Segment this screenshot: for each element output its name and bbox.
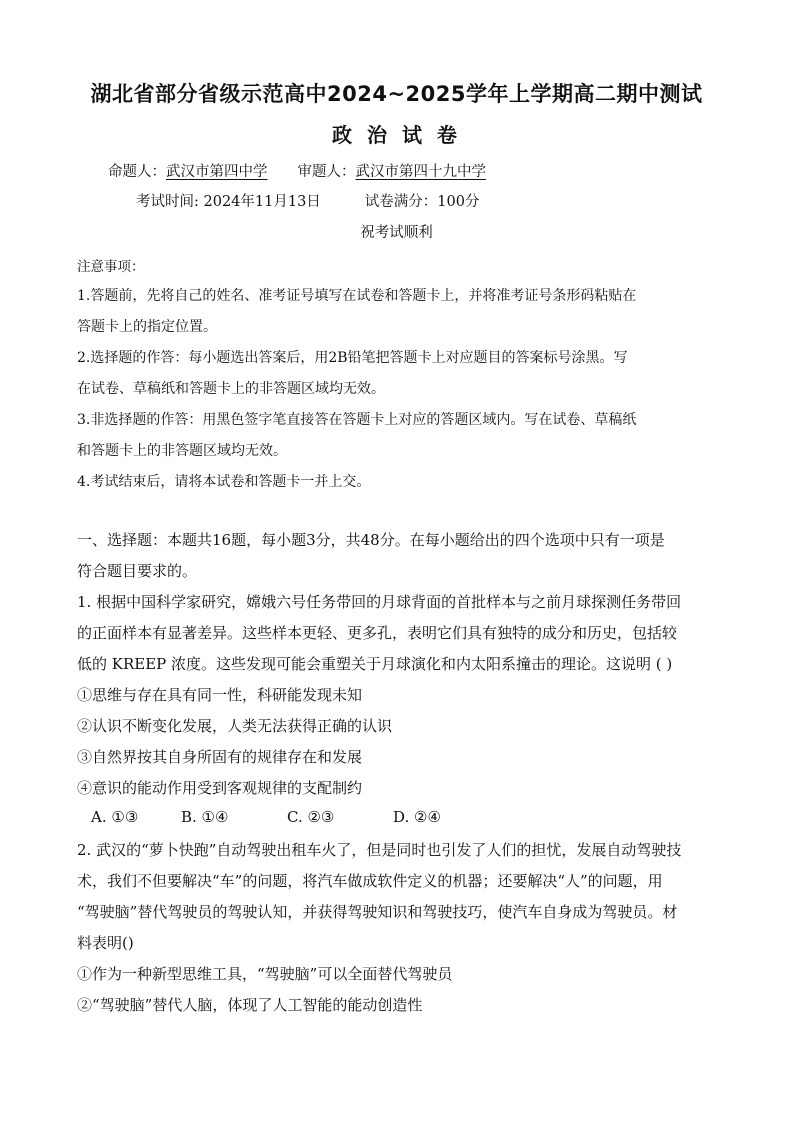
q1-stem-line: 的正面样本有显著差异。这些样本更轻、更多孔，表明它们具有独特的成分和历史，包括较 — [77, 624, 678, 642]
reviewer-name: 武汉市第四十九中学 — [355, 164, 486, 180]
author-name: 武汉市第四中学 — [166, 164, 268, 180]
subject-title: 政 治 试 卷 — [332, 123, 461, 147]
q2-stem-line: “驾驶脑”替代驾驶员的驾驶认知，并获得驾驶知识和驾驶技巧，使汽车自身成为驾驶员。材 — [77, 903, 678, 921]
q1-option-d[interactable]: D. ②④ — [393, 808, 441, 826]
notice-line: 3.非选择题的作答：用黑色签字笔直接答在答题卡上对应的答题区域内。写在试卷、草稿纸 — [77, 412, 637, 428]
q2-stem-line: 料表明() — [77, 934, 134, 952]
q1-option-a[interactable]: A. ①③ — [91, 808, 139, 826]
q1-options — [91, 808, 441, 826]
blessing-text: 祝考试顺利 — [360, 225, 433, 241]
q1-option-c[interactable]: C. ②③ — [287, 808, 335, 826]
q2-stem-line: 2. 武汉的“萝卜快跑”自动驾驶出租车火了，但是同时也引发了人们的担忧，发展自动驾驶技 — [77, 841, 682, 859]
reviewer-label: 审题人： — [297, 164, 356, 180]
notice-line: 4.考试结束后，请将本试卷和答题卡一并上交。 — [77, 474, 371, 490]
section-intro-line: 符合题目要求的。 — [77, 562, 198, 580]
q1-stem-line: 低的 KREEP 浓度。这些发现可能会重塑关于月球演化和内太阳系撞击的理论。这说明 ( ) — [77, 655, 673, 673]
q2-statement: ①作为一种新型思维工具，“驾驶脑”可以全面替代驾驶员 — [77, 965, 453, 983]
q1-statement: ④意识的能动作用受到客观规律的支配制约 — [77, 779, 363, 797]
notice-line: 2.选择题的作答：每小题选出答案后，用2B铅笔把答题卡上对应题目的答案标号涂黑。写 — [77, 350, 628, 366]
author-label: 命题人： — [108, 164, 166, 180]
notice-line: 答题卡上的指定位置。 — [77, 319, 217, 335]
q1-statement: ②认识不断变化发展，人类无法获得正确的认识 — [77, 717, 393, 735]
notice-line: 和答题卡上的非答题区域均无效。 — [77, 443, 287, 459]
exam-time: 考试时间: 2024年11月13日 — [136, 194, 321, 210]
q2-statement: ②“驾驶脑”替代人脑，体现了人工智能的能动创造性 — [77, 996, 423, 1014]
section-intro-line: 一、选择题：本题共16题，每小题3分，共48分。在每小题给出的四个选项中只有一项是 — [77, 531, 665, 549]
exam-title: 湖北省部分省级示范高中2024~2025学年上学期高二期中测试 — [90, 82, 703, 106]
author-line — [108, 160, 486, 181]
q2-stem-line: 术，我们不但要解决“车”的问题，将汽车做成软件定义的机器；还要解决“人”的问题，用 — [77, 872, 663, 890]
q1-stem-line: 1. 根据中国科学家研究，嫦娥六号任务带回的月球背面的首批样本与之前月球探测任务带回 — [77, 593, 682, 611]
q1-statement: ③自然界按其自身所固有的规律存在和发展 — [77, 748, 363, 766]
notice-line: 1.答题前，先将自己的姓名、准考证号填写在试卷和答题卡上，并将准考证号条形码粘贴在 — [77, 288, 637, 304]
q1-statement: ①思维与存在具有同一性，科研能发现未知 — [77, 686, 363, 704]
exam-info-line — [136, 190, 479, 211]
notice-heading: 注意事项： — [77, 259, 145, 275]
q1-option-b[interactable]: B. ①④ — [181, 808, 229, 826]
full-score: 试卷满分：100分 — [364, 194, 480, 210]
notice-line: 在试卷、草稿纸和答题卡上的非答题区域均无效。 — [77, 381, 385, 397]
